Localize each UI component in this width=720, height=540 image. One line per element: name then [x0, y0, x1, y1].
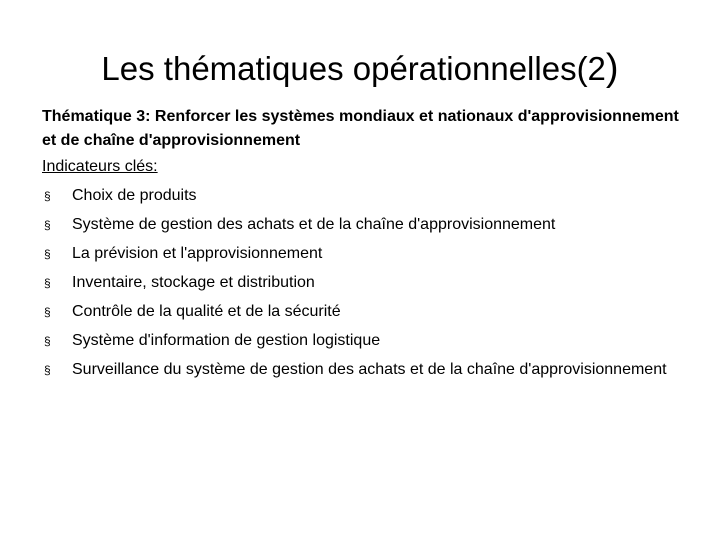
indicator-text: Choix de produits [72, 187, 197, 204]
bullet-icon: § [44, 363, 51, 377]
bullet-icon: § [44, 276, 51, 290]
indicator-text: La prévision et l'approvisionnement [72, 245, 323, 262]
indicator-text: Système de gestion des achats et de la chaîne d'approvisionnement [72, 216, 556, 233]
list-item [42, 358, 682, 382]
slide-title [0, 44, 720, 93]
theme-heading: Thématique 3: Renforcer les systèmes mondiaux et nationaux d'approvisionnement et de chaîne d'approvisionnement [42, 108, 679, 149]
list-item [42, 300, 682, 324]
slide-content [42, 105, 682, 382]
bullet-icon: § [44, 247, 51, 261]
indicator-text: Contrôle de la qualité et de la sécurité [72, 303, 341, 320]
list-item [42, 329, 682, 353]
indicator-list [42, 184, 682, 382]
slide-title-paren: ) [605, 47, 619, 89]
bullet-icon: § [44, 189, 51, 203]
indicator-text: Inventaire, stockage et distribution [72, 274, 315, 291]
indicator-text: Surveillance du système de gestion des achats et de la chaîne d'approvisionnement [72, 361, 667, 378]
indicator-text: Système d'information de gestion logistique [72, 332, 381, 349]
list-item [42, 271, 682, 295]
list-item [42, 242, 682, 266]
slide-title-text: Les thématiques opérationnelles(2 [101, 50, 606, 87]
indicators-heading: Indicateurs clés: [42, 158, 158, 175]
bullet-icon: § [44, 305, 51, 319]
list-item [42, 184, 682, 208]
bullet-icon: § [44, 218, 51, 232]
list-item [42, 213, 682, 237]
bullet-icon: § [44, 334, 51, 348]
